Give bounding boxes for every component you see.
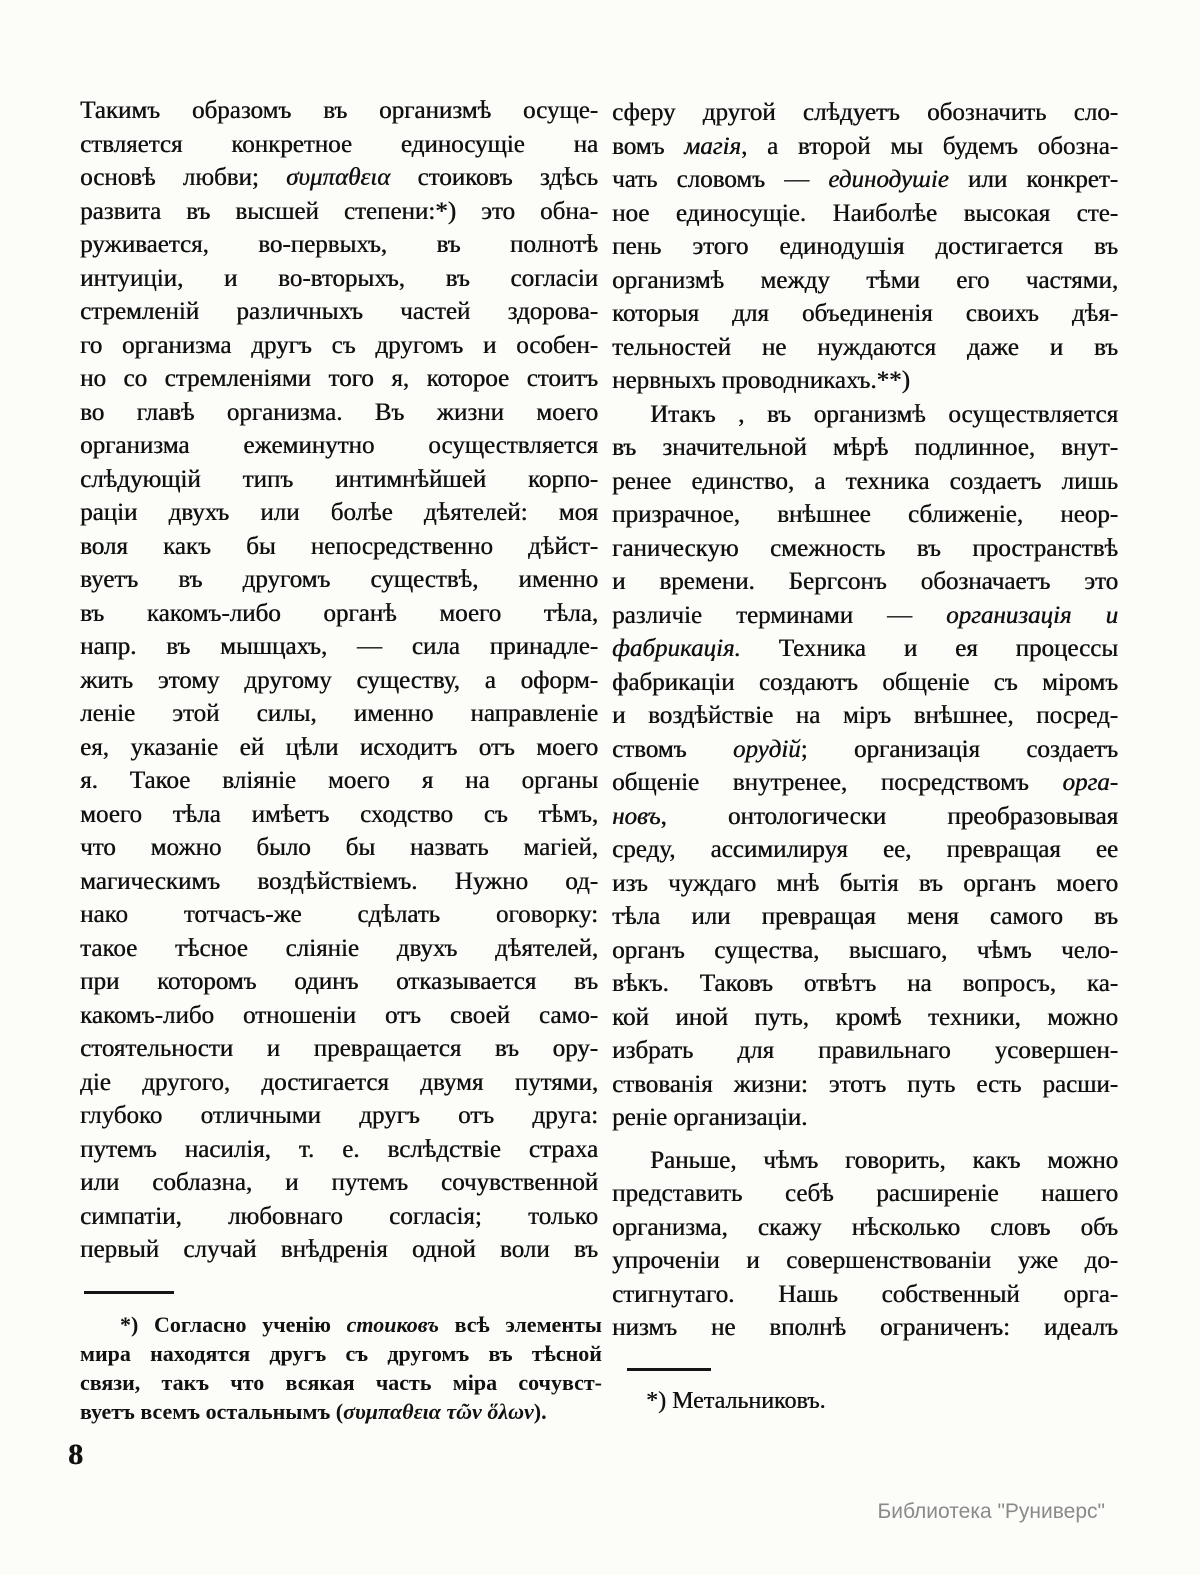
text-segment: ; организація создаетъ [800,735,1118,763]
text-segment: вѣкъ. Таковъ отвѣтъ на вопросъ, ка- [612,970,1118,997]
text-segment: мира находятся другъ съ другомъ въ тѣсной [80,1341,602,1366]
text-segment: леніе этой силы, именно направленіе [80,700,598,727]
text-line [612,967,1118,1001]
text-line [80,1233,598,1267]
text-line [612,867,1118,901]
text-segment: я. Такое вліяніе моего я на органы [80,767,598,794]
text-segment: ганическую смежность въ пространствѣ [612,534,1118,562]
text-segment: стремленій различныхъ частей здорова- [80,298,598,325]
text-segment: магическимъ воздѣйствіемъ. Нужно од- [80,867,598,895]
text-line [80,496,598,530]
text-line [612,900,1118,934]
text-segment: которыя для объединенія своихъ дѣя- [612,300,1118,327]
text-line [80,1166,598,1200]
text-segment: *) Согласно ученію [120,1312,347,1337]
text-segment: Такимъ образомъ въ организмѣ осуще- [80,97,598,124]
text-segment: кой иной путь, кромѣ техники, можно [612,1003,1118,1031]
text-segment: тѣла или превращая меня самого въ [612,903,1118,930]
text-line [80,1200,598,1234]
text-line [80,1099,598,1133]
text-line [612,1001,1118,1035]
text-line [80,731,598,765]
text-segment: Итакъ , въ организмѣ осуществляется [650,400,1118,428]
text-segment: изъ чуждаго мнѣ бытія въ органъ моего [612,869,1118,897]
text-segment: что можно было бы назвать магіей, [80,834,598,861]
text-segment: или соблазна, и путемъ сочувственной [80,1169,598,1196]
text-line [612,1144,1118,1178]
text-segment: симпатіи, любовнаго согласія; только [80,1202,598,1230]
text-segment: въ значительной мѣрѣ подлинное, внут- [612,434,1118,461]
text-line [612,197,1118,231]
text-line [80,161,598,195]
text-line [80,798,598,832]
text-line [80,295,598,329]
italic-text-segment: орга- [1062,769,1118,796]
text-segment: при которомъ одинъ отказывается въ [80,968,598,995]
text-segment: въ какомъ-либо органѣ моего тѣла, [80,599,598,627]
left-footnote [80,1310,602,1426]
text-line [612,1177,1118,1211]
text-line [80,94,598,128]
text-line [612,331,1118,365]
text-segment: раціи двухъ или болѣе дѣятелей: моя [80,499,598,526]
text-segment: и воздѣйствіе на міръ внѣшнее, посред- [612,702,1118,729]
text-line [612,532,1118,566]
text-line [612,1101,1118,1135]
text-line [80,898,598,932]
text-line [80,1339,602,1368]
text-line [612,599,1118,633]
text-segment: стигнутаго. Нашь собственный орга- [612,1280,1118,1308]
text-line [612,833,1118,867]
text-segment: , а второй мы будемъ обозна- [740,132,1119,160]
text-line [80,463,598,497]
italic-text-segment: единодушіе [828,166,949,193]
italic-text-segment: организація и [946,601,1118,629]
text-segment: вомъ [612,132,685,160]
text-segment: интуиціи, и во-вторыхъ, въ согласіи [80,264,598,292]
text-line [80,362,598,396]
text-segment: всѣ элементы [438,1312,602,1337]
text-line [80,262,598,296]
right-text-column [612,96,1118,1345]
text-line [612,297,1118,331]
text-line [612,230,1118,264]
text-segment: вуетъ въ другомъ существѣ, именно [80,566,598,593]
text-line [80,228,598,262]
text-segment: ея, указаніе ей цѣли исходитъ отъ моего [80,733,598,761]
text-segment: ное единосущіе. Наиболѣе высокая сте- [612,199,1118,227]
text-line [612,699,1118,733]
italic-text-segment: новъ [612,802,661,830]
text-segment: различіе терминами — [612,601,946,629]
text-segment: ренее единство, а техника создаетъ лишь [612,467,1118,495]
page-number: 8 [68,1438,83,1471]
text-segment: ствованія жизни: этотъ путь есть расши- [612,1070,1118,1098]
text-line [80,965,598,999]
text-segment: упроченіи и совершенствованіи уже до- [612,1247,1118,1274]
text-segment: призрачное, внѣшнее сближеніе, неор- [612,501,1118,528]
text-segment: и времени. Бергсонъ обозначаетъ это [612,568,1118,595]
text-segment: чать словомъ — [612,166,829,193]
text-segment: низмъ не вполнѣ ограниченъ: идеалъ [612,1314,1118,1341]
text-line [80,195,598,229]
text-segment: ствомъ [612,735,733,763]
italic-text-segment: συμπαθεια [286,164,391,191]
text-segment: сферу другой слѣдуетъ обозначить сло- [612,99,1118,126]
text-segment: представить себѣ расширеніе нашего [612,1180,1118,1207]
text-segment: развита въ высшей степени:*) это обна- [80,197,598,225]
text-line [80,932,598,966]
text-line [612,632,1118,666]
italic-text-segment: стоиковъ [346,1312,439,1337]
text-segment: организма, скажу нѣсколько словъ объ [612,1213,1118,1241]
text-segment: пень этого единодушія достигается въ [612,233,1118,260]
text-line [612,130,1118,164]
italic-text-segment: магія [684,132,741,160]
text-segment: основѣ любви; [80,164,286,191]
text-segment: среду, ассимилируя ее, превращая ее [612,836,1118,863]
text-line [80,1133,598,1167]
text-segment: органъ существа, высшаго, чѣмъ чело- [612,936,1118,964]
text-segment: во главѣ организма. Въ жизни моего [80,398,598,426]
text-line [80,329,598,363]
text-line [612,431,1118,465]
text-segment: го организма другъ съ другомъ и особен- [80,331,598,359]
text-segment: руживается, во-первыхъ, въ полнотѣ [80,231,598,258]
text-segment: какомъ-либо отношеніи отъ своей само- [80,1001,598,1029]
text-line [80,429,598,463]
text-line [612,934,1118,968]
text-line [80,1397,602,1426]
text-line [612,364,1118,398]
text-segment: воля какъ бы непосредственно дѣйст- [80,532,598,560]
italic-text-segment: фабрикація. [612,635,741,662]
text-segment: связи, такъ что всякая часть міра сочувст- [80,1370,602,1395]
footnote-divider-right [627,1368,711,1371]
text-segment: путемъ насилія, т. е. вслѣдствіе страха [80,1135,598,1163]
footnote-divider-left [84,1291,174,1294]
text-segment: жить этому другому существу, а оформ- [80,666,598,694]
text-line [612,163,1118,197]
text-line [612,498,1118,532]
italic-text-segment: συμπαθεια τῶν ὅλων [343,1399,534,1424]
text-segment: реніе организаціи. [612,1104,808,1131]
text-segment: первый случай внѣдренія одной воли въ [80,1236,598,1263]
text-line [80,128,598,162]
text-segment: организма ежеминутно осуществляется [80,432,598,459]
text-line [612,766,1118,800]
text-line [80,396,598,430]
library-watermark: Библиотека "Руниверс" [877,1500,1105,1523]
text-segment: организмѣ между тѣми его частями, [612,266,1118,294]
italic-text-segment: орудій [732,735,801,763]
text-line [612,800,1118,834]
text-line [612,1068,1118,1102]
text-line [80,630,598,664]
text-line [80,1066,598,1100]
text-segment: ). [533,1399,547,1424]
text-line [80,1310,602,1339]
text-line [612,1211,1118,1245]
text-segment: діе другого, достигается двумя путями, [80,1068,598,1096]
text-segment: ствляется конкретное единосущіе на [80,130,598,158]
text-line [80,1032,598,1066]
text-segment: стоятельности и превращается въ ору- [80,1035,598,1062]
text-line [80,530,598,564]
text-segment: общеніе внутренее, посредствомъ [612,769,1063,796]
text-line [612,733,1118,767]
text-line [612,1244,1118,1278]
text-line [612,666,1118,700]
text-line [612,565,1118,599]
text-segment: вуетъ всемъ остальнымъ ( [80,1399,344,1424]
text-segment: *) Метальниковъ. [646,1388,826,1414]
text-line [612,96,1118,130]
text-line [80,664,598,698]
text-line [80,831,598,865]
text-line [612,1278,1118,1312]
text-segment: Раньше, чѣмъ говорить, какъ можно [650,1146,1118,1174]
text-line [80,1368,602,1397]
text-line [80,697,598,731]
text-line [612,465,1118,499]
text-line [612,1311,1118,1345]
text-line [80,999,598,1033]
text-line [612,1034,1118,1068]
text-line [80,563,598,597]
text-segment: моего тѣла имѣетъ сходство съ тѣмъ, [80,800,598,828]
text-segment: избрать для правильнаго усовершен- [612,1037,1118,1064]
text-segment: напр. въ мышцахъ, — сила принадле- [80,633,598,660]
right-footnote [612,1386,1118,1416]
text-segment: но со стремленіями того я, которое стоитъ [80,365,598,392]
text-segment: фабрикаціи создаютъ общеніе съ міромъ [612,668,1118,696]
text-line [80,597,598,631]
text-line [80,865,598,899]
left-text-column [80,94,598,1267]
text-segment: глубоко отличными другъ отъ друга: [80,1102,598,1129]
text-segment: слѣдующій типъ интимнѣйшей корпо- [80,465,598,493]
text-segment: стоиковъ здѣсь [390,164,598,191]
text-segment: или конкрет- [948,166,1119,193]
text-segment: Техника и ея процессы [740,635,1118,662]
text-line [612,398,1118,432]
text-segment: , онтологически преобразовывая [660,802,1118,830]
text-line [612,264,1118,298]
text-segment: тельностей не нуждаются даже и въ [612,333,1118,361]
text-line [612,1386,1118,1416]
text-segment: нако тотчасъ-же сдѣлать оговорку: [80,901,598,928]
text-segment: такое тѣсное сліяніе двухъ дѣятелей, [80,934,598,962]
text-line [80,764,598,798]
text-segment: нервныхъ проводникахъ.**) [612,367,910,394]
